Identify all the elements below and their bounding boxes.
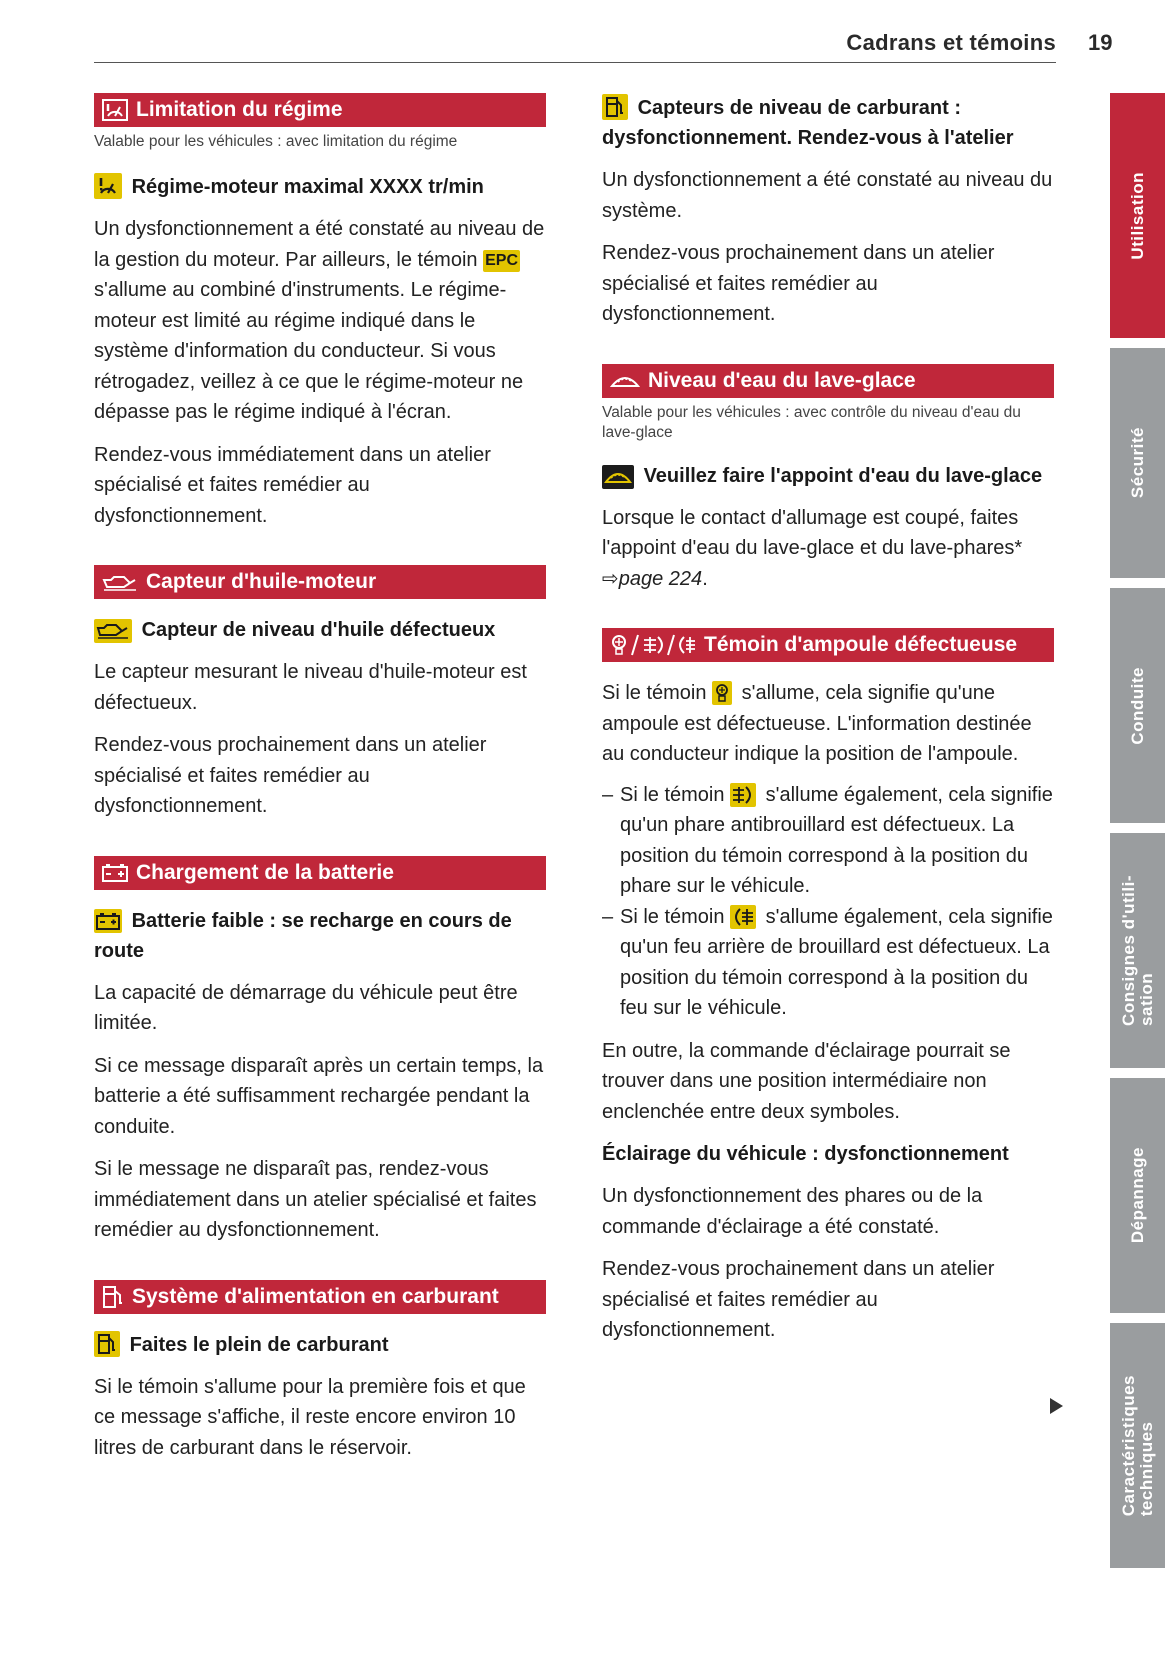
message-title — [602, 461, 1054, 491]
bulb-failure-icons — [610, 633, 696, 657]
message-title-text: Régime-moteur maximal XXXX tr/min — [131, 176, 484, 198]
bulb-failure-icon — [712, 681, 732, 705]
right-column — [602, 93, 1054, 1346]
section-heading-rpm-limit — [94, 93, 546, 127]
validity-note: Valable pour les véhicules : avec contrôle du niveau d'eau du lave-glace — [602, 403, 1021, 441]
battery-icon — [94, 909, 122, 933]
message-title-text: Veuillez faire l'appoint d'eau du lave-glace — [643, 464, 1043, 487]
paragraph: Un dysfonctionnement a été constaté au niveau de la gestion du moteur. Par ailleurs, le témoin EPC s'allume au combiné d'instruments. Le régime-moteur est limité au régime indiqué dans le système d'information du conducteur. Si vous rétrogadez, veillez à ce que le régime-moteur ne dépasse pas le régime indiqué à l'écran. — [94, 218, 545, 423]
paragraph: La capacité de démarrage du véhicule peut être limitée. — [94, 981, 518, 1034]
section-heading-text: Système d'alimentation en carburant — [132, 1284, 499, 1308]
page-reference-link[interactable]: ⇨page 224 — [602, 567, 703, 590]
paragraph: Si le témoin s'allume pour la première fois et que ce message s'affiche, il reste encore environ 10 litres de carburant dans le réservoir. — [94, 1375, 526, 1459]
message-title-text: Capteur de niveau d'huile défectueux — [141, 619, 496, 641]
paragraph: Un dysfonctionnement a été constaté au niveau du système. — [602, 169, 1053, 222]
message-title — [602, 93, 1054, 153]
subheading: Éclairage du véhicule : dysfonctionnement — [602, 1143, 1009, 1165]
continue-arrow-icon — [1050, 1398, 1063, 1414]
section-heading-text: Témoin d'ampoule défectueuse — [704, 633, 1018, 656]
message-title — [94, 615, 546, 645]
section-heading-text: Chargement de la batterie — [136, 860, 394, 884]
validity-note: Valable pour les véhicules : avec limitation du régime — [94, 133, 458, 150]
fuel-pump-icon — [602, 94, 628, 120]
paragraph: Un dysfonctionnement des phares ou de la commande d'éclairage a été constaté. — [602, 1185, 983, 1238]
tab-caracteristiques[interactable]: Caractéristiques techniques — [1110, 1323, 1165, 1568]
message-title — [94, 172, 546, 202]
fuel-pump-icon — [94, 1331, 120, 1357]
paragraph: En outre, la commande d'éclairage pourrait se trouver dans une position intermédiaire non enclenchée entre deux symboles. — [602, 1039, 1011, 1123]
list-item: – Si le témoin s'allume également, cela signifie qu'un feu arrière de brouillard est défectueux. La position du témoin correspond à la position du feu sur le véhicule. — [602, 905, 1053, 1019]
section-title: Cadrans et témoins — [846, 30, 1056, 55]
paragraph: Rendez-vous immédiatement dans un atelier spécialisé et faites remédier au dysfonctionnement. — [94, 443, 491, 527]
paragraph: Si le témoin s'allume, cela signifie qu'une ampoule est défectueuse. L'information destinée au conducteur indique la position de l'ampoule. — [602, 682, 1032, 765]
washer-fluid-icon — [610, 372, 640, 390]
message-title — [94, 1330, 546, 1360]
section-heading-fuel-system — [94, 1280, 546, 1314]
section-heading-text: Capteur d'huile-moteur — [146, 570, 377, 593]
paragraph: Rendez-vous prochainement dans un atelier spécialisé et faites remédier au dysfonctionnement. — [94, 734, 487, 817]
message-title-text: Batterie faible : se recharge en cours de route — [94, 909, 512, 962]
epc-icon: EPC — [483, 250, 520, 272]
paragraph: Rendez-vous prochainement dans un atelier spécialisé et faites remédier au dysfonctionnement. — [602, 1258, 995, 1341]
left-column — [94, 93, 546, 1463]
message-title-text: Faites le plein de carburant — [129, 1333, 389, 1356]
running-header — [94, 28, 1056, 63]
paragraph: Le capteur mesurant le niveau d'huile-moteur est défectueux. — [94, 661, 527, 714]
rpm-warning-icon — [102, 98, 128, 122]
paragraph: Lorsque le contact d'allumage est coupé, faites l'appoint d'eau du lave-glace et du lave-phares* ⇨page 224. — [602, 506, 1023, 590]
message-title-text: Capteurs de niveau de carburant : dysfonctionnement. Rendez-vous à l'atelier — [602, 97, 1014, 149]
oil-sensor-icon — [94, 619, 132, 643]
message-title — [94, 906, 546, 966]
tab-utilisation[interactable]: Utilisation — [1110, 93, 1165, 338]
rpm-warning-icon — [94, 173, 122, 199]
paragraph: Si ce message disparaît après un certain temps, la batterie a été suffisamment rechargée pendant la conduite. — [94, 1054, 544, 1138]
section-heading-washer-fluid — [602, 364, 1054, 398]
rear-fog-light-icon — [730, 905, 756, 929]
tab-depannage[interactable]: Dépannage — [1110, 1078, 1165, 1313]
section-heading-bulb-failure — [602, 628, 1054, 662]
section-heading-oil-sensor — [94, 565, 546, 599]
page-number: 19 — [1088, 30, 1113, 55]
fuel-pump-icon — [102, 1285, 124, 1309]
washer-fluid-icon — [602, 465, 634, 489]
paragraph: Rendez-vous prochainement dans un atelier spécialisé et faites remédier au dysfonctionnement. — [602, 242, 995, 325]
bullet-list — [602, 780, 1054, 1024]
list-item: – Si le témoin s'allume également, cela signifie qu'un phare antibrouillard est défectueux. La position du témoin correspond à la position du phare sur le véhicule. — [602, 783, 1053, 897]
oil-sensor-icon — [102, 572, 138, 592]
section-heading-battery — [94, 856, 546, 890]
battery-icon — [102, 863, 128, 883]
section-heading-text: Niveau d'eau du lave-glace — [648, 368, 916, 392]
tab-consignes[interactable]: Consignes d'utili- sation — [1110, 833, 1165, 1068]
section-heading-text: Limitation du régime — [136, 98, 343, 121]
paragraph: Si le message ne disparaît pas, rendez-vous immédiatement dans un atelier spécialisé et faites remédier au dysfonctionnement. — [94, 1158, 537, 1241]
front-fog-light-icon — [730, 783, 756, 807]
tab-conduite[interactable]: Conduite — [1110, 588, 1165, 823]
tab-securite[interactable]: Sécurité — [1110, 348, 1165, 578]
